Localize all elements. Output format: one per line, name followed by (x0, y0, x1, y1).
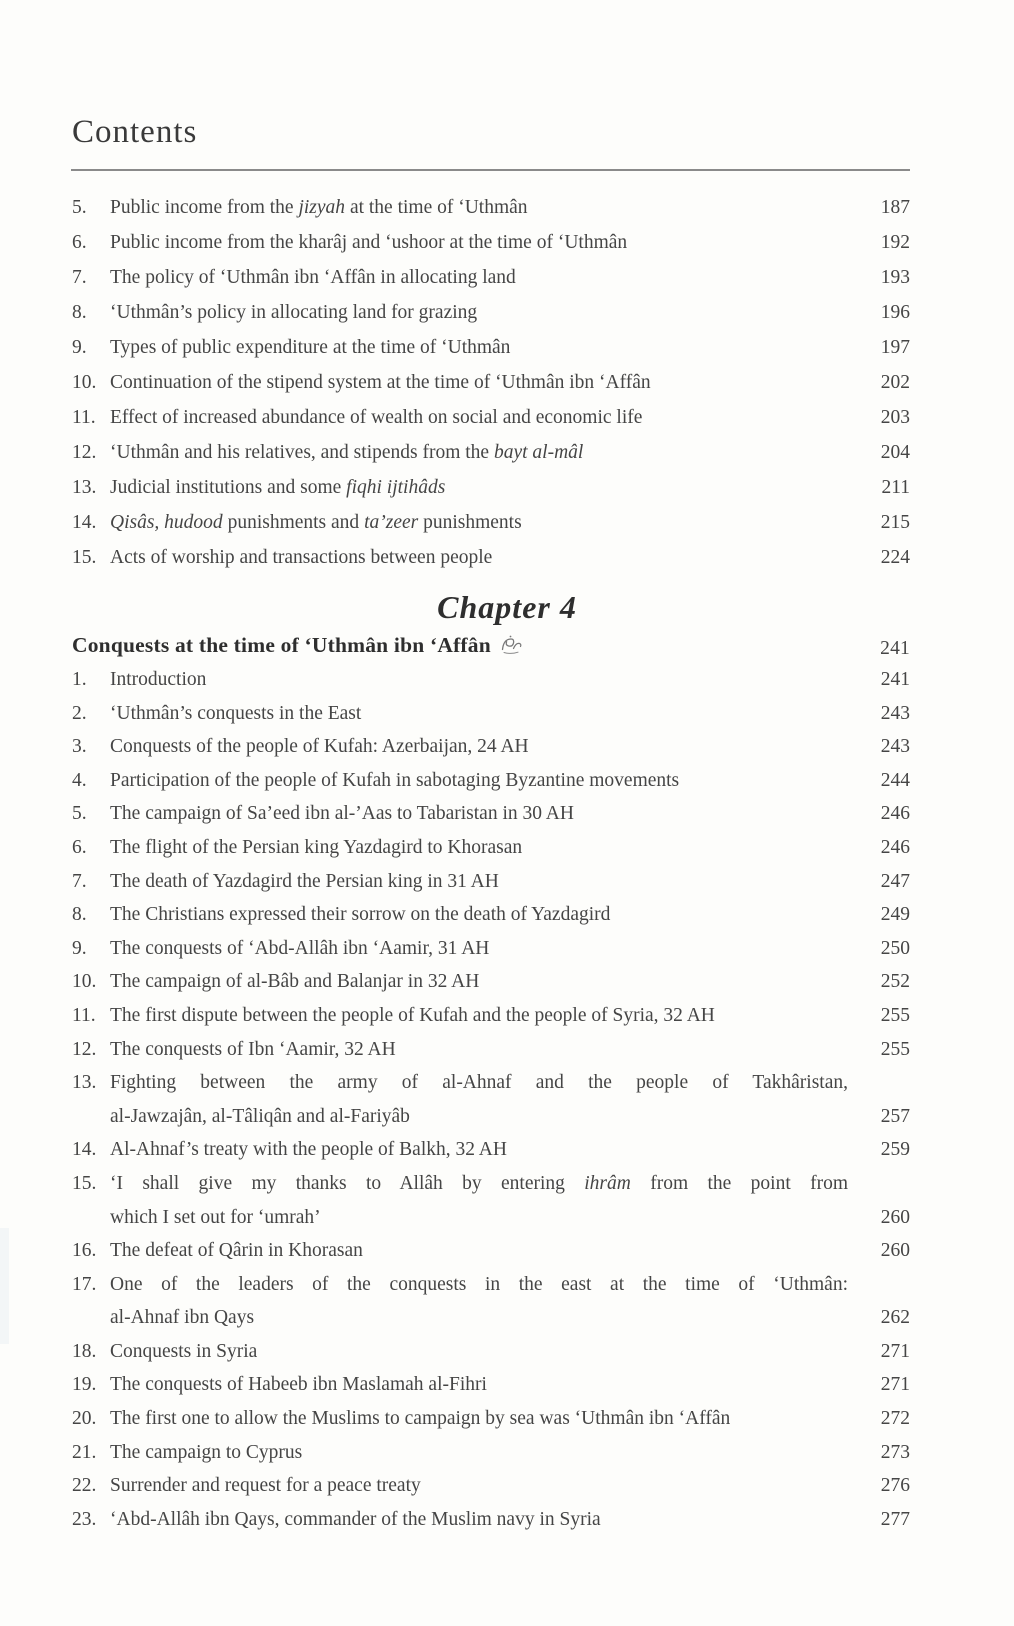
entry-title (110, 365, 858, 400)
entry-title (110, 764, 858, 798)
entry-number: 12. (72, 1038, 97, 1060)
entry-title (110, 663, 858, 697)
toc-entry (72, 190, 910, 225)
text-run: The death of Yazdagird the Persian king in 31 AH (110, 870, 499, 892)
toc-entry (72, 400, 910, 435)
text-run: One of the leaders of the conquests in the east at the time of ‘Uthmân: (110, 1273, 848, 1295)
italic-term: ta’zeer (364, 512, 419, 533)
entry-page-number: 244 (880, 769, 910, 791)
text-run: Public income from the (110, 197, 299, 218)
entry-line (110, 1234, 848, 1268)
entry-line (110, 831, 848, 865)
entry-line (110, 435, 848, 470)
entry-title (110, 965, 858, 999)
entry-line (110, 697, 848, 731)
entry-number: 6. (72, 836, 87, 858)
entry-title (110, 400, 858, 435)
toc-entry (72, 797, 910, 831)
entry-line (110, 470, 848, 505)
entry-line (110, 1301, 848, 1335)
text-run: ‘I shall give my thanks to Allâh by entering (110, 1172, 585, 1194)
entry-page-number: 259 (880, 1139, 910, 1161)
entry-page-number: 257 (880, 1105, 910, 1127)
text-run: Acts of worship and transactions between people (110, 547, 493, 568)
entry-number: 4. (72, 769, 87, 791)
entry-page-number: 247 (880, 870, 910, 892)
text-run: al-Ahnaf ibn Qays (110, 1307, 255, 1329)
toc-entry (72, 1503, 910, 1537)
entry-line (110, 1503, 848, 1537)
italic-term: Qisâs, hudood (110, 512, 223, 533)
entry-number: 10. (72, 971, 97, 993)
entry-line (110, 1100, 848, 1134)
entry-number: 22. (72, 1475, 97, 1497)
entry-line (110, 330, 848, 365)
entry-title (110, 190, 858, 225)
text-run: Fighting between the army of al-Ahnaf and the people of Takhâristan, (110, 1072, 848, 1094)
entry-page-number: 250 (880, 937, 910, 959)
entry-title (110, 932, 858, 966)
toc-entry (72, 330, 910, 365)
toc-entry (72, 663, 910, 697)
entry-number: 14. (72, 512, 97, 533)
entry-title (110, 295, 858, 330)
entry-line (110, 1469, 848, 1503)
text-run: Types of public expenditure at the time of ‘Uthmân (110, 337, 511, 358)
text-run: Public income from the kharâj and ‘ushoor at the time of ‘Uthmân (110, 232, 628, 253)
entry-title (110, 831, 858, 865)
entry-number: 5. (72, 197, 87, 218)
entry-title (110, 1503, 858, 1537)
chapter-title (72, 628, 858, 666)
toc-entry (72, 1133, 910, 1167)
entry-line (110, 365, 848, 400)
entry-line (110, 797, 848, 831)
entry-number: 9. (72, 337, 87, 358)
entry-page-number: 277 (880, 1508, 910, 1530)
entry-line (110, 1268, 848, 1302)
entry-page-number: 211 (881, 477, 910, 498)
entry-title (110, 1268, 858, 1335)
entry-page-number: 196 (880, 302, 910, 323)
text-run: Conquests in Syria (110, 1340, 258, 1362)
entry-line (110, 1402, 848, 1436)
entry-number: 2. (72, 702, 87, 724)
text-run: The policy of ‘Uthmân ibn ‘Affân in allocating land (110, 267, 516, 288)
toc-entry (72, 295, 910, 330)
entry-page-number: 187 (880, 197, 910, 218)
text-run: ‘Uthmân’s conquests in the East (110, 702, 362, 724)
entry-page-number: 271 (880, 1340, 910, 1362)
text-run: ‘Abd-Allâh ibn Qays, commander of the Muslim navy in Syria (110, 1508, 601, 1530)
text-run: Effect of increased abundance of wealth on social and economic life (110, 407, 643, 428)
entry-number: 13. (72, 477, 97, 498)
text-run: The campaign of Sa’eed ibn al-’Aas to Tabaristan in 30 AH (110, 803, 574, 825)
entry-line (110, 190, 848, 225)
text-run: The first one to allow the Muslims to campaign by sea was ‘Uthmân ibn ‘Affân (110, 1408, 731, 1430)
entry-page-number: 272 (880, 1408, 910, 1430)
toc-entry (72, 1469, 910, 1503)
entry-line (110, 764, 848, 798)
toc-entry (72, 1335, 910, 1369)
entry-number: 12. (72, 442, 97, 463)
entry-number: 15. (72, 547, 97, 568)
toc-entry (72, 260, 910, 295)
toc-entry (72, 1402, 910, 1436)
entry-page-number: 252 (880, 971, 910, 993)
entry-page-number: 255 (880, 1004, 910, 1026)
entry-title (110, 1368, 858, 1402)
toc-entry (72, 365, 910, 400)
entry-number: 17. (72, 1273, 97, 1295)
entry-title (110, 898, 858, 932)
text-run: punishments (418, 512, 522, 533)
entry-title (110, 730, 858, 764)
text-run: The conquests of Habeeb ibn Maslamah al-Fihri (110, 1374, 487, 1396)
italic-term: fiqhi ijtihâds (346, 477, 446, 498)
text-run: The flight of the Persian king Yazdagird to Khorasan (110, 836, 523, 858)
entry-page-number: 192 (880, 232, 910, 253)
chapter-page-number: 241 (880, 638, 910, 659)
toc-entry (72, 932, 910, 966)
entry-line (110, 898, 848, 932)
toc-entry (72, 1368, 910, 1402)
entry-title (110, 1335, 858, 1369)
entry-line (110, 505, 848, 540)
toc-entry (72, 540, 910, 575)
entry-title (110, 1234, 858, 1268)
entry-line (110, 1033, 848, 1067)
entry-page-number: 246 (880, 836, 910, 858)
entry-title (110, 697, 858, 731)
entry-title (110, 1402, 858, 1436)
entry-number: 7. (72, 870, 87, 892)
entry-page-number: 215 (880, 512, 910, 533)
toc-entry (72, 225, 910, 260)
entry-number: 8. (72, 302, 87, 323)
entry-page-number: 204 (880, 442, 910, 463)
entry-line (110, 663, 848, 697)
entry-number: 21. (72, 1441, 97, 1463)
entry-page-number: 273 (880, 1441, 910, 1463)
entry-line (110, 1368, 848, 1402)
text-run: at the time of ‘Uthmân (345, 197, 528, 218)
text-run: Participation of the people of Kufah in sabotaging Byzantine movements (110, 769, 680, 791)
entry-number: 1. (72, 669, 87, 690)
scan-artifact-strip (0, 1228, 9, 1344)
entry-number: 9. (72, 937, 87, 959)
entry-title (110, 1469, 858, 1503)
entry-title (110, 865, 858, 899)
entry-page-number: 255 (880, 1038, 910, 1060)
entry-number: 14. (72, 1139, 97, 1161)
entry-line (110, 540, 848, 575)
toc-entry (72, 999, 910, 1033)
toc-entry (72, 1167, 910, 1234)
text-run: The conquests of Ibn ‘Aamir, 32 AH (110, 1038, 396, 1060)
entry-number: 23. (72, 1508, 97, 1530)
entry-page-number: 203 (880, 407, 910, 428)
entry-title (110, 470, 858, 505)
entry-title (110, 1436, 858, 1470)
entry-number: 5. (72, 803, 87, 825)
entry-line (110, 260, 848, 295)
italic-term: ihrâm (584, 1172, 631, 1194)
entry-number: 15. (72, 1172, 97, 1194)
entry-page-number: 243 (880, 702, 910, 724)
entry-page-number: 243 (880, 736, 910, 758)
italic-term: bayt al-mâl (493, 442, 584, 463)
chapter-title-row (72, 628, 910, 666)
entry-number: 10. (72, 372, 97, 393)
page-title: Contents (72, 114, 198, 150)
entry-title (110, 1033, 858, 1067)
entry-line (110, 932, 848, 966)
entry-line (110, 400, 848, 435)
entry-line (110, 1066, 848, 1100)
entry-page-number: 276 (880, 1475, 910, 1497)
entry-title (110, 1167, 858, 1234)
entry-line (110, 1201, 848, 1235)
entry-number: 16. (72, 1240, 97, 1262)
text-run: Introduction (110, 669, 207, 690)
entry-line (110, 965, 848, 999)
entry-title (110, 260, 858, 295)
entry-line (110, 1436, 848, 1470)
text-run: from the point from (630, 1172, 848, 1194)
entry-line (110, 1133, 848, 1167)
entry-title (110, 797, 858, 831)
chapter-title-text: Conquests at the time of ‘Uthmân ibn ‘Affân (72, 633, 491, 657)
toc-entry (72, 697, 910, 731)
toc-section-items-5-15 (72, 190, 910, 575)
entry-page-number: 241 (880, 669, 910, 690)
toc-entry (72, 505, 910, 540)
toc-entry (72, 1066, 910, 1133)
text-run: which I set out for ‘umrah’ (110, 1206, 321, 1228)
radi-allahu-anhu-calligraphy-icon (500, 632, 524, 666)
entry-number: 11. (72, 1004, 96, 1026)
entry-title (110, 1066, 858, 1133)
entry-title (110, 435, 858, 470)
text-run: Conquests of the people of Kufah: Azerbaijan, 24 AH (110, 736, 529, 758)
toc-entry (72, 1033, 910, 1067)
toc-entry (72, 965, 910, 999)
entry-title (110, 540, 858, 575)
entry-number: 19. (72, 1374, 97, 1396)
text-run: punishments and (222, 512, 365, 533)
entry-line (110, 730, 848, 764)
text-run: ‘Uthmân’s policy in allocating land for grazing (110, 302, 478, 323)
entry-title (110, 505, 858, 540)
toc-entry (72, 865, 910, 899)
toc-entry (72, 764, 910, 798)
entry-number: 7. (72, 267, 87, 288)
header-rule (71, 169, 910, 171)
entry-page-number: 197 (880, 337, 910, 358)
text-run: The Christians expressed their sorrow on the death of Yazdagird (110, 904, 611, 926)
entry-number: 11. (72, 407, 96, 428)
entry-number: 20. (72, 1408, 97, 1430)
chapter-heading: Chapter 4 (437, 589, 577, 625)
entry-page-number: 260 (880, 1206, 910, 1228)
entry-page-number: 202 (880, 372, 910, 393)
entry-line (110, 999, 848, 1033)
toc-entry (72, 730, 910, 764)
entry-number: 8. (72, 904, 87, 926)
toc-entry (72, 470, 910, 505)
toc-entry (72, 898, 910, 932)
entry-title (110, 999, 858, 1033)
toc-entry (72, 1268, 910, 1335)
text-run: The campaign to Cyprus (110, 1441, 303, 1463)
entry-number: 3. (72, 736, 87, 758)
toc-section-items-1-23 (72, 663, 910, 1536)
entry-page-number: 260 (880, 1240, 910, 1262)
entry-line (110, 295, 848, 330)
text-run: ‘Uthmân and his relatives, and stipends from the (110, 442, 494, 463)
italic-term: jizyah (298, 197, 346, 218)
entry-line (110, 1335, 848, 1369)
text-run: Continuation of the stipend system at the time of ‘Uthmân ibn ‘Affân (110, 372, 651, 393)
text-run: Judicial institutions and some (110, 477, 347, 498)
text-run: The conquests of ‘Abd-Allâh ibn ‘Aamir, 31 AH (110, 937, 490, 959)
entry-title (110, 1133, 858, 1167)
toc-entry (72, 831, 910, 865)
entry-line (110, 225, 848, 260)
entry-page-number: 271 (880, 1374, 910, 1396)
toc-entry (72, 435, 910, 470)
toc-entry (72, 1234, 910, 1268)
text-run: The campaign of al-Bâb and Balanjar in 32 AH (110, 971, 480, 993)
text-run: The defeat of Qârin in Khorasan (110, 1240, 363, 1262)
entry-title (110, 225, 858, 260)
entry-line (110, 865, 848, 899)
entry-number: 13. (72, 1072, 97, 1094)
entry-page-number: 262 (880, 1307, 910, 1329)
entry-page-number: 249 (880, 904, 910, 926)
entry-title (110, 330, 858, 365)
entry-number: 6. (72, 232, 87, 253)
text-run: The first dispute between the people of Kufah and the people of Syria, 32 AH (110, 1004, 715, 1026)
text-run: Al-Ahnaf’s treaty with the people of Balkh, 32 AH (110, 1139, 507, 1161)
toc-entry (72, 1436, 910, 1470)
entry-line (110, 1167, 848, 1201)
entry-page-number: 193 (880, 267, 910, 288)
entry-page-number: 224 (880, 547, 910, 568)
entry-number: 18. (72, 1340, 97, 1362)
text-run: al-Jawzajân, al-Tâliqân and al-Fariyâb (110, 1105, 410, 1127)
entry-page-number: 246 (880, 803, 910, 825)
text-run: Surrender and request for a peace treaty (110, 1475, 421, 1497)
